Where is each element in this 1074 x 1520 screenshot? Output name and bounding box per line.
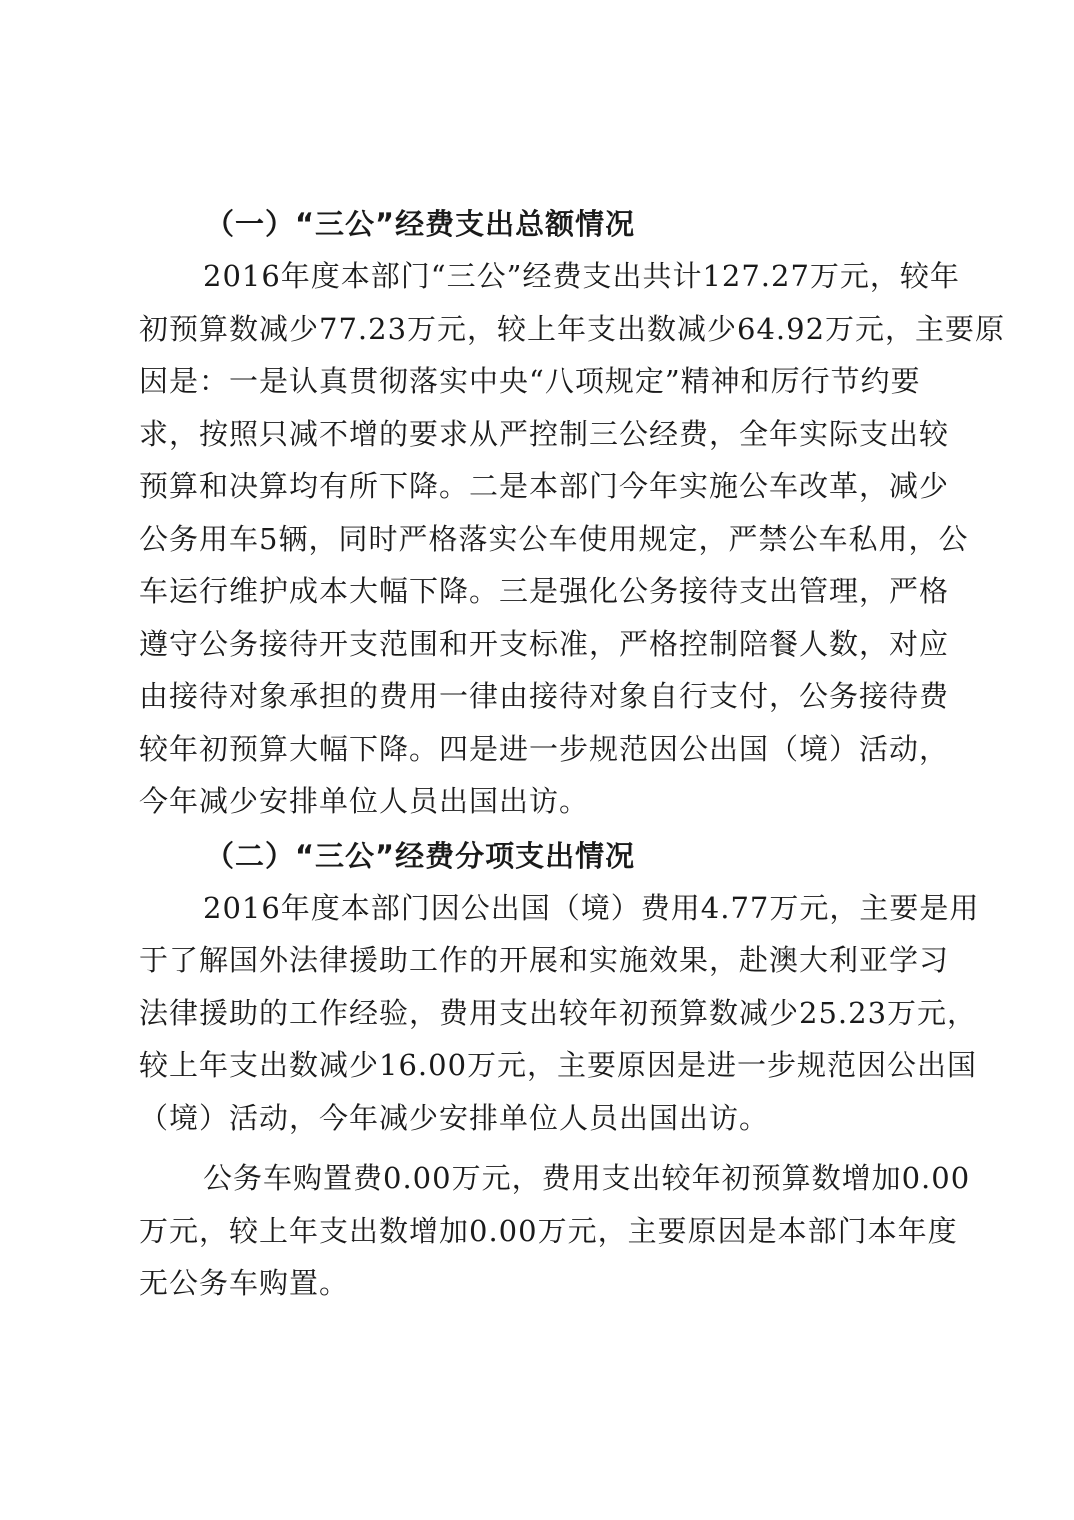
- document-body: [139, 198, 1006, 1310]
- section-2-heading: （二）“三公”经费分项支出情况: [205, 838, 636, 873]
- paragraph-line: 预算和决算均有所下降。二是本部门今年实施公车改革，减少: [139, 469, 950, 503]
- section-2-paragraph-2: [139, 1152, 971, 1310]
- paragraph-line: 遵守公务接待开支范围和开支标准，严格控制陪餐人数，对应: [139, 626, 950, 661]
- paragraph-line: 公务用车5辆，同时严格落实公车使用规定，严禁公车私用，公: [139, 521, 969, 556]
- section-1-paragraph: [139, 250, 1006, 828]
- spacer: [139, 1144, 939, 1152]
- paragraph-line: 较年初预算大幅下降。四是进一步规范因公出国（境）活动，: [139, 731, 950, 766]
- paragraph-line: 初预算数减少77.23万元，较上年支出数减少64.92万元，主要原: [139, 311, 1006, 346]
- paragraph-line: 由接待对象承担的费用一律由接待对象自行支付，公务接待费: [139, 679, 950, 713]
- section-2-paragraph-1: [139, 882, 980, 1145]
- paragraph-line: 2016年度本部门“三公”经费支出共计127.27万元，较年: [203, 259, 960, 293]
- paragraph-line: （境）活动，今年减少安排单位人员出国出访。: [139, 1100, 770, 1135]
- paragraph-line: 公务车购置费0.00万元，费用支出较年初预算数增加0.00: [203, 1161, 971, 1195]
- paragraph-line: 因是：一是认真贯彻落实中央“八项规定”精神和厉行节约要: [139, 364, 921, 398]
- paragraph-line: 较上年支出数减少16.00万元，主要原因是进一步规范因公出国: [139, 1048, 978, 1082]
- paragraph-line: 今年减少安排单位人员出国出访。: [139, 784, 590, 818]
- paragraph-line: 万元，较上年支出数增加0.00万元，主要原因是本部门本年度: [139, 1213, 958, 1248]
- paragraph-line: 无公务车购置。: [139, 1266, 350, 1300]
- section-1-heading: （一）“三公”经费支出总额情况: [205, 207, 636, 241]
- paragraph-line: 于了解国外法律援助工作的开展和实施效果，赴澳大利亚学习: [139, 943, 950, 977]
- paragraph-line: 2016年度本部门因公出国（境）费用4.77万元，主要是用: [203, 890, 980, 925]
- paragraph-line: 求，按照只减不增的要求从严控制三公经费，全年实际支出较: [139, 416, 950, 451]
- paragraph-line: 法律援助的工作经验，费用支出较年初预算数减少25.23万元，: [139, 995, 978, 1030]
- paragraph-line: 车运行维护成本大幅下降。三是强化公务接待支出管理，严格: [139, 574, 950, 608]
